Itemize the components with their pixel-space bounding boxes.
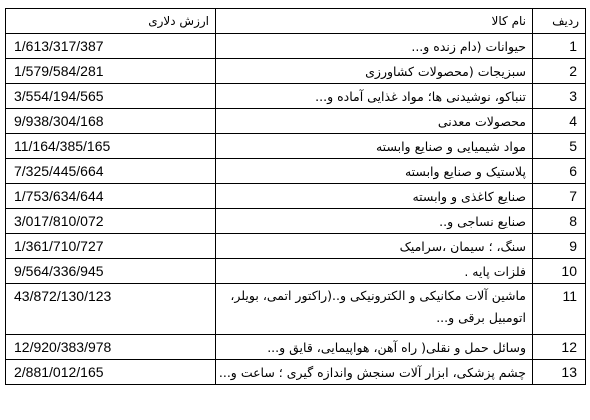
dollar-value: 3/554/194/565 — [6, 84, 216, 109]
header-goods-name: نام کالا — [216, 9, 533, 34]
row-number: 12 — [533, 335, 586, 360]
dollar-value: 3/017/810/072 — [6, 209, 216, 234]
row-number: 3 — [533, 84, 586, 109]
table-row — [6, 360, 586, 385]
row-number: 13 — [533, 360, 586, 385]
row-number: 11 — [533, 284, 586, 335]
row-number: 1 — [533, 34, 586, 59]
header-row-number: ردیف — [533, 9, 586, 34]
table-row — [6, 184, 586, 209]
goods-name: وسائل حمل و نقلی( راه آهن، هواپیمایی، قایق و... — [216, 335, 533, 360]
goods-value-table — [5, 8, 586, 385]
goods-name: تنباکو، نوشیدنی ها؛ مواد غذایی آماده و... — [216, 84, 533, 109]
goods-name: سنگ، ؛ سیمان ،سرامیک — [216, 234, 533, 259]
table-row — [6, 209, 586, 234]
goods-name: پلاستیک و صنایع وابسته — [216, 159, 533, 184]
dollar-value: 12/920/383/978 — [6, 335, 216, 360]
table-row — [6, 34, 586, 59]
goods-name: چشم پزشکی، ابزار آلات سنجش واندازه گیری ؛ ساعت و... — [216, 360, 533, 385]
goods-name: صنایع نساجی و.. — [216, 209, 533, 234]
dollar-value: 9/938/304/168 — [6, 109, 216, 134]
goods-name: فلزات پایه . — [216, 259, 533, 284]
goods-name: سبزیجات (محصولات کشاورزی — [216, 59, 533, 84]
dollar-value: 1/613/317/387 — [6, 34, 216, 59]
dollar-value: 43/872/130/123 — [6, 284, 216, 335]
dollar-value: 9/564/336/945 — [6, 259, 216, 284]
dollar-value: 2/881/012/165 — [6, 360, 216, 385]
row-number: 9 — [533, 234, 586, 259]
table-row — [6, 134, 586, 159]
row-number: 5 — [533, 134, 586, 159]
goods-name: ماشین آلات مکانیکی و الکترونیکی و..(راکتور اتمی، بویلر، اتومبیل برقی و... — [216, 284, 533, 335]
row-number: 8 — [533, 209, 586, 234]
row-number: 7 — [533, 184, 586, 209]
dollar-value: 1/753/634/644 — [6, 184, 216, 209]
dollar-value: 1/361/710/727 — [6, 234, 216, 259]
table-header-row — [6, 9, 586, 34]
dollar-value: 7/325/445/664 — [6, 159, 216, 184]
table-row — [6, 335, 586, 360]
table-row — [6, 159, 586, 184]
goods-name: صنایع کاغذی و وابسته — [216, 184, 533, 209]
table-row — [6, 284, 586, 335]
goods-name: محصولات معدنی — [216, 109, 533, 134]
dollar-value: 1/579/584/281 — [6, 59, 216, 84]
table-row — [6, 84, 586, 109]
row-number: 2 — [533, 59, 586, 84]
table-row — [6, 259, 586, 284]
table-row — [6, 234, 586, 259]
row-number: 6 — [533, 159, 586, 184]
row-number: 4 — [533, 109, 586, 134]
dollar-value: 11/164/385/165 — [6, 134, 216, 159]
goods-table-container — [5, 8, 585, 385]
table-row — [6, 59, 586, 84]
goods-name: حیوانات (دام زنده و... — [216, 34, 533, 59]
goods-name: مواد شیمیایی و صنایع وابسته — [216, 134, 533, 159]
header-dollar-value: ارزش دلاری — [6, 9, 216, 34]
row-number: 10 — [533, 259, 586, 284]
table-row — [6, 109, 586, 134]
